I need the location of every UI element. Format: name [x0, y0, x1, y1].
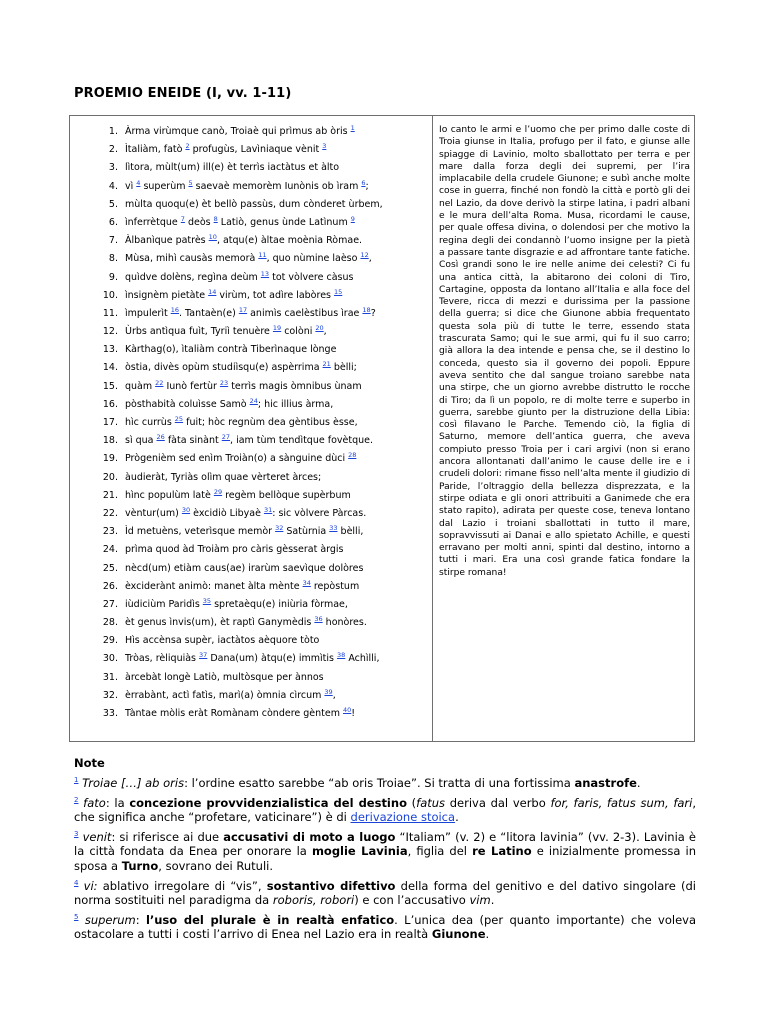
- verse-text: [125, 705, 355, 723]
- verse-number: 23.: [102, 526, 118, 538]
- text-run: , sovrano dei Rutuli.: [158, 858, 273, 873]
- verse-text: [125, 396, 333, 414]
- verse-number: 17.: [102, 417, 118, 428]
- verse-line: [70, 450, 430, 468]
- bold-term: moglie Lavinia: [311, 844, 408, 859]
- text-run: , iam tùm tendìtque fovètque.: [230, 435, 373, 447]
- text-run: ,: [323, 326, 327, 338]
- verse-text: [125, 669, 324, 687]
- text-run: quìdve dolèns, regìna deùm: [125, 271, 261, 283]
- text-run: Prògenièm sed enìm Troiàn(o) a sànguine dùci: [125, 453, 349, 465]
- text-run: ablativo irregolare di “vis”,: [97, 878, 267, 893]
- bold-term: re Latino: [472, 844, 532, 859]
- verse-number: 15.: [102, 380, 118, 392]
- footnote: [74, 879, 696, 908]
- verse-text: [125, 523, 363, 541]
- footnote-number-link[interactable]: 3: [74, 829, 79, 838]
- verse-line: [70, 432, 430, 450]
- verse-line: [70, 141, 430, 159]
- verse-number: 14.: [102, 362, 118, 374]
- verse-number: 10.: [102, 289, 118, 301]
- verse-line: [70, 196, 430, 214]
- footnote-ref-link[interactable]: 6: [361, 178, 366, 187]
- verse-text: [125, 159, 339, 177]
- text-run: Tàntae mòlis eràt Romànam còndere gèntem: [125, 708, 343, 719]
- verse-text: [125, 614, 367, 632]
- footnote-ref-link[interactable]: 18: [362, 305, 371, 314]
- text-run: Latiò, genus ùnde Latìnum: [217, 216, 351, 228]
- footnote-ref-link[interactable]: 8: [213, 214, 218, 223]
- text-run: Mùsa, mihì causàs memorà: [125, 253, 259, 265]
- text-run: Ìtaliàm, fatò: [125, 144, 186, 156]
- text-run: Satùrnia: [283, 526, 330, 538]
- italic-term: vi:: [83, 878, 98, 893]
- footnote-ref-link[interactable]: 7: [180, 214, 185, 223]
- bold-term: accusativi di moto a luogo: [223, 829, 396, 844]
- verse-line: [70, 560, 430, 578]
- text-run: colòni: [281, 326, 316, 338]
- verse-number: 33.: [102, 708, 118, 719]
- verse-number: 25.: [102, 562, 118, 574]
- verse-number: 32.: [102, 689, 118, 701]
- text-run: Dana(um) àtqu(e) immìtis: [207, 653, 338, 665]
- verse-text: [125, 650, 379, 668]
- text-run: fàta sinànt: [164, 435, 222, 447]
- verse-line: [70, 523, 430, 541]
- footnote-ref-link[interactable]: 9: [350, 214, 355, 223]
- footnote-number-link[interactable]: 5: [74, 912, 79, 921]
- verse-line: [70, 596, 430, 614]
- footnote-ref-link[interactable]: 5: [188, 178, 193, 187]
- text-run: ,: [332, 689, 336, 701]
- footnote-ref-link[interactable]: 39: [324, 687, 333, 696]
- text-run: èxciderànt animò: manet àlta mènte: [125, 580, 303, 592]
- bold-term: Turno: [121, 858, 159, 873]
- footnote-ref-link[interactable]: 15: [334, 287, 343, 296]
- latin-verses-column: [70, 123, 430, 723]
- footnote-ref-link[interactable]: 26: [156, 433, 165, 442]
- verse-number: 9.: [108, 271, 118, 283]
- verse-line: [70, 214, 430, 232]
- italic-term: Troiae […] ab oris: [82, 776, 185, 790]
- text-run: bèlli,: [337, 526, 364, 538]
- footnote: [74, 776, 696, 791]
- verse-text: [125, 432, 373, 450]
- text-run: vèntur(um): [125, 507, 182, 519]
- text-run: lìtora, mùlt(um) ill(e) èt terrìs iactàtus et àlto: [125, 162, 340, 174]
- verse-line: [70, 269, 430, 287]
- notes-section: [74, 756, 696, 947]
- verse-line: [70, 578, 430, 596]
- footnote-ref-link[interactable]: 32: [275, 524, 284, 533]
- footnote-ref-link[interactable]: 27: [221, 433, 231, 442]
- verse-line: [70, 669, 430, 687]
- verse-text: [125, 378, 362, 396]
- text-run: honòres.: [322, 617, 367, 629]
- verse-line: [70, 487, 430, 505]
- verse-text: [125, 141, 326, 159]
- text-run: superùm: [140, 180, 189, 192]
- footnote-ref-link[interactable]: 25: [174, 415, 184, 423]
- text-run: saevaè memorèm Iunònis ob ìram: [192, 180, 362, 192]
- verse-line: [70, 614, 430, 632]
- verse-text: [125, 287, 342, 305]
- text-run: ;: [365, 180, 369, 192]
- footnote-ref-link[interactable]: 19: [272, 324, 282, 333]
- footnote-ref-link[interactable]: 35: [202, 596, 212, 605]
- verse-number: 30.: [102, 653, 118, 665]
- verse-number: 16.: [102, 398, 118, 410]
- verse-number: 11.: [102, 307, 118, 319]
- text-run: hìnc populùm latè: [125, 489, 214, 501]
- verse-text: [125, 632, 319, 650]
- text-run: èrrabànt, actì fatìs, marì(a) òmnia cìrcum: [125, 689, 325, 701]
- verse-text: [125, 541, 344, 559]
- text-run: hìc currùs: [125, 417, 175, 428]
- bold-term: anastrofe: [574, 776, 637, 790]
- footnote-ref-link[interactable]: 22: [155, 378, 164, 387]
- footnote-ref-link[interactable]: 31: [263, 505, 273, 514]
- italic-term: roboris, robori: [272, 893, 355, 908]
- verse-text: [125, 414, 358, 432]
- text-run: della forma del genitivo e del dativo singolare (di norma sostituiti nel paradigma da: [74, 878, 697, 908]
- verse-text: [125, 214, 355, 232]
- verse-line: [70, 159, 430, 177]
- verse-line: [70, 650, 430, 668]
- verse-number: 18.: [102, 435, 118, 447]
- verse-line: [70, 396, 430, 414]
- verse-number: 26.: [102, 580, 118, 592]
- text-run: Ìd metuèns, veterìsque memòr: [125, 526, 276, 538]
- text-run: deòs: [184, 216, 214, 228]
- text-run: ?: [370, 307, 376, 319]
- text-run: Ùrbs antìqua fuìt, Tyriì tenuère: [125, 326, 273, 338]
- text-run: spretaèqu(e) iniùria fòrmae,: [211, 598, 348, 610]
- text-run: tot vòlvere càsus: [269, 271, 354, 283]
- text-run: “Italiam” (v. 2) e “litora lavinia” (vv. 2-3). Lavinia è la città fondata da Enea per onorare la: [74, 829, 696, 859]
- verse-number: 20.: [102, 471, 118, 483]
- text-run: Hìs accènsa supèr, iactàtos aèquore tòto: [125, 635, 320, 647]
- verse-number: 7.: [108, 235, 118, 247]
- text-run: mùlta quoqu(e) èt bellò passùs, dum cònderet ùrbem,: [125, 198, 383, 210]
- verse-number: 22.: [102, 507, 118, 519]
- italian-translation: Io canto le armi e l’uomo che per primo dalle coste di Troia giunse in Italia, profugo per il fato, e giunse alle spiagge di Lavinio, molto sballottato per terra e per mare dalla forza degli dei supremi, per l’ira implacabile della crudele Giunone; e subì anche molte cose in guerra, finché non fondò la città e portò gli dei nel Lazio, da dove derivò la stirpe latina, i padri albani e le mura dell’alta Roma. Musa, ricordami le cause, per quale offesa divina, o dolendosi per che motivo la regina degli dei condannò l’uomo insigne per la pietà a passare tante disgrazie e ad affrontare tante fatiche. Così grandi sono le ire nelle anime dei celesti? Ci fu una antica città, la abitarono dei coloni di Tiro, Cartagine, opposta da lontano all’Italia e alla foce del Tevere, ricca di mezzi e durissima per la passione della guerra; si dice che Giunone abbia frequentato questa sola più di tutte le terre, essendo stata trascurata Samo; qui le sue armi, qui fu il suo carro; già allora la dea intende e pensa che, se il destino lo conceda, questo sia il governo dei popoli. Eppure aveva sentito che dal sangue troiano sarebbe nata una stirpe, che un giorno avrebbe distrutto le rocche di Tiro; da lì un popolo, re di molte terre e superbo in guerra, sarebbe giunto per la distruzione della Libia: così filavano le Parche. Temendo ciò, la figlia di Saturno, memore dell’antica guerra, che aveva compiuto presso Troia per i cari argivi (non si erano ancora allontanati dall’animo le cause delle ire e i crudeli dolori: rimane fisso nell’alta mente il giudizio di Paride, l’oltraggio della bellezza disprezzata, e la stirpe odiata e gli onori attribuiti a Ganimede che era stato rapito), adirata per queste cose, teneva lontano dal Lazio i troiani sballottati in tutto il mare, sopravvissuti ai Danai e allo spietato Achille, e questi erravano per molti anni, spinti dal destino, intorno a tutti i mari. Era una così grande fatica fondare la stirpe romana!: [439, 125, 690, 578]
- italic-term: fatus: [416, 795, 446, 810]
- verse-text: [125, 123, 355, 141]
- text-run: regèm bellòque supèrbum: [222, 489, 351, 501]
- text-run: , figlia del: [407, 844, 473, 859]
- text-run: . L’unica dea (per quanto importante) che voleva ostacolare a tutti i costi l’arrivo di Enea nel Lazio era in realtà: [74, 912, 697, 942]
- text-run: quàm: [125, 380, 156, 392]
- verse-line: [70, 705, 430, 723]
- verse-number: 12.: [102, 326, 118, 338]
- verse-line: [70, 232, 430, 250]
- verse-line: [70, 687, 430, 705]
- notes-list: [74, 776, 696, 942]
- footnote: [74, 913, 696, 942]
- verse-number: 27.: [102, 598, 118, 610]
- text-run: , che significa anche “profetare, vaticinare”) è di: [74, 795, 696, 825]
- text-run: Kàrthag(o), ìtaliàm contrà Tiberìnaque lònge: [125, 344, 337, 356]
- verse-text: [125, 232, 362, 250]
- text-run: ,: [368, 253, 372, 265]
- verse-number: 21.: [102, 489, 118, 501]
- footnote-ref-link[interactable]: 36: [314, 615, 323, 624]
- footnote-ref-link[interactable]: 3: [322, 142, 327, 151]
- text-run: sì qua: [125, 435, 157, 447]
- verse-text: [125, 250, 372, 268]
- footnote-ref-link[interactable]: 23: [219, 378, 229, 387]
- italic-term: venit: [82, 829, 112, 844]
- text-run: Àlbanìque patrès: [125, 235, 209, 247]
- verse-line: [70, 632, 430, 650]
- verse-line: [70, 287, 430, 305]
- verse-number: 28.: [102, 617, 118, 629]
- verse-line: [70, 414, 430, 432]
- footnote-ref-link[interactable]: 40: [343, 706, 352, 714]
- bold-term: concezione provvidenzialistica del destino: [129, 795, 407, 810]
- verse-line: [70, 469, 430, 487]
- verse-text: [125, 269, 353, 287]
- notes-heading: Note: [74, 756, 105, 770]
- text-run: .: [455, 810, 459, 825]
- italic-term: vim: [469, 893, 491, 908]
- footnote-ref-link[interactable]: 20: [315, 324, 324, 333]
- verse-number: 3.: [108, 162, 118, 174]
- footnote-ref-link[interactable]: 4: [136, 178, 141, 187]
- text-run: Iunò fertùr: [163, 380, 220, 392]
- verse-number: 2.: [108, 144, 118, 156]
- footnote-ref-link[interactable]: 30: [181, 505, 191, 514]
- text-run: : la: [105, 795, 130, 810]
- text-run: !: [351, 708, 356, 719]
- text-run: èt genus ìnvis(um), èt raptì Ganymèdis: [125, 617, 315, 629]
- verse-line: [70, 341, 430, 359]
- verse-number: 29.: [102, 635, 118, 647]
- footnote-ref-link[interactable]: 11: [258, 251, 267, 260]
- text-run: èxcidiò Libyaè: [190, 507, 264, 519]
- verse-number: 24.: [102, 544, 118, 556]
- italic-term: fato: [83, 795, 106, 810]
- text-run: ) e con l’accusativo: [354, 893, 470, 908]
- text-run: profugùs, Lavìniaque vènit: [189, 144, 323, 156]
- text-run: .: [636, 776, 641, 790]
- verse-text: [125, 323, 327, 341]
- verse-text: [125, 178, 369, 196]
- text-run: : sic vòlvere Pàrcas.: [272, 507, 367, 519]
- text-run: : l’ordine esatto sarebbe “ab oris Troiae”. Si tratta di una fortissima: [184, 776, 575, 790]
- verse-text: [125, 487, 351, 505]
- verse-number: 31.: [102, 671, 118, 683]
- verse-line: [70, 323, 430, 341]
- verse-number: 1.: [108, 126, 118, 137]
- verse-number: 13.: [102, 344, 118, 356]
- text-run: deriva dal verbo: [445, 795, 551, 810]
- verse-number: 4.: [108, 180, 118, 192]
- text-run: òstia, divès opùm studiìsqu(e) aspèrrima: [125, 362, 323, 374]
- text-run: , quo nùmine laèso: [266, 253, 361, 265]
- verse-text: [125, 687, 336, 705]
- text-run: ìnferrètque: [125, 216, 181, 228]
- inline-link[interactable]: derivazione stoica: [350, 810, 456, 825]
- verse-text: [125, 359, 357, 377]
- footnote-ref-link[interactable]: 37: [199, 651, 208, 660]
- verse-line: [70, 250, 430, 268]
- text-run: .: [485, 927, 490, 942]
- text-run: ìnsignèm pietàte: [125, 289, 209, 301]
- verse-number: 6.: [108, 216, 118, 228]
- text-run: .: [490, 893, 495, 908]
- verse-text: [125, 560, 363, 578]
- footnote-ref-link[interactable]: 24: [249, 396, 258, 405]
- text-run: fuit; hòc regnùm dea gèntibus èsse,: [183, 417, 358, 428]
- footnote-ref-link[interactable]: 16: [170, 305, 179, 314]
- verse-text: [125, 305, 376, 323]
- text-run: iùdiciùm Paridìs: [125, 598, 203, 610]
- footnote-number-link[interactable]: 1: [74, 776, 79, 784]
- column-divider: [432, 116, 433, 741]
- italic-term: superum: [84, 912, 136, 927]
- text-run: Àrma virùmque canò, Troiaè qui prìmus ab òris: [125, 126, 351, 137]
- verse-number: 19.: [102, 453, 118, 465]
- text-run: Tròas, rèliquiàs: [125, 653, 200, 665]
- verse-number: 8.: [108, 253, 118, 265]
- verse-text: [125, 196, 383, 214]
- footnote-ref-link[interactable]: 14: [208, 287, 217, 296]
- text-run: pòsthabità coluìsse Samò: [125, 398, 250, 410]
- text-run: . Tantaèn(e): [179, 307, 239, 319]
- text-run: animìs caelèstibus ìrae: [247, 307, 363, 319]
- footnote-ref-link[interactable]: 2: [185, 142, 190, 151]
- footnote-ref-link[interactable]: 33: [329, 524, 338, 533]
- text-run: repòstum: [310, 580, 360, 592]
- verse-line: [70, 178, 430, 196]
- footnote-ref-link[interactable]: 10: [208, 233, 217, 242]
- verse-number: 5.: [108, 198, 118, 210]
- text-run: bèlli;: [330, 362, 357, 374]
- text-run: , atqu(e) àltae moènia Ròmae.: [216, 235, 363, 247]
- text-run: Achìlli,: [345, 653, 380, 665]
- text-run: ; hic illius àrma,: [257, 398, 334, 410]
- italic-term: for, faris, fatus sum, fari: [550, 795, 693, 810]
- verse-text: [125, 505, 366, 523]
- poem-table: [69, 115, 695, 742]
- text-run: nècd(um) etiàm caus(ae) irarùm saevìque dolòres: [125, 562, 364, 574]
- text-run: virùm, tot adìre labòres: [216, 289, 335, 301]
- footnote-ref-link[interactable]: 12: [360, 251, 369, 260]
- verse-text: [125, 596, 348, 614]
- text-run: àrcebàt longè Latiò, multòsque per ànnos: [125, 671, 324, 683]
- text-run: vì: [125, 180, 137, 192]
- text-run: àudieràt, Tyriàs olìm quae vèrteret àrces;: [125, 471, 322, 483]
- footnote-ref-link[interactable]: 13: [260, 269, 270, 278]
- footnote-ref-link[interactable]: 1: [350, 124, 355, 132]
- verse-text: [125, 578, 359, 596]
- page-title: PROEMIO ENEIDE (I, vv. 1-11): [74, 86, 292, 101]
- verse-line: [70, 359, 430, 377]
- verse-text: [125, 450, 356, 468]
- bold-term: Giunone: [431, 927, 486, 942]
- footnote: [74, 830, 696, 874]
- footnote-ref-link[interactable]: 29: [213, 487, 223, 496]
- text-run: e inizialmente promessa in sposa a: [74, 844, 697, 873]
- footnote-ref-link[interactable]: 28: [348, 451, 357, 460]
- footnote-ref-link[interactable]: 17: [238, 305, 248, 314]
- verse-line: [70, 305, 430, 323]
- footnote-number-link[interactable]: 4: [74, 878, 79, 887]
- text-run: terrìs magis òmnibus ùnam: [228, 380, 362, 392]
- text-run: prìma quod àd Troiàm pro càris gèsserat àrgis: [125, 544, 344, 556]
- verse-text: [125, 341, 336, 359]
- text-run: :: [135, 912, 146, 927]
- verse-line: [70, 505, 430, 523]
- text-run: ìmpulerìt: [125, 307, 171, 319]
- verse-line: [70, 541, 430, 559]
- verse-line: [70, 123, 430, 141]
- bold-term: sostantivo difettivo: [266, 878, 396, 893]
- verse-text: [125, 469, 321, 487]
- footnote-ref-link[interactable]: 38: [337, 651, 346, 660]
- text-run: (: [406, 795, 417, 810]
- footnote: [74, 796, 696, 825]
- bold-term: l’uso del plurale è in realtà enfatico: [145, 912, 395, 927]
- footnote-ref-link[interactable]: 21: [322, 360, 331, 369]
- verse-line: [70, 378, 430, 396]
- text-run: : si riferisce ai due: [111, 829, 224, 844]
- footnote-number-link[interactable]: 2: [74, 795, 79, 804]
- footnote-ref-link[interactable]: 34: [302, 578, 311, 587]
